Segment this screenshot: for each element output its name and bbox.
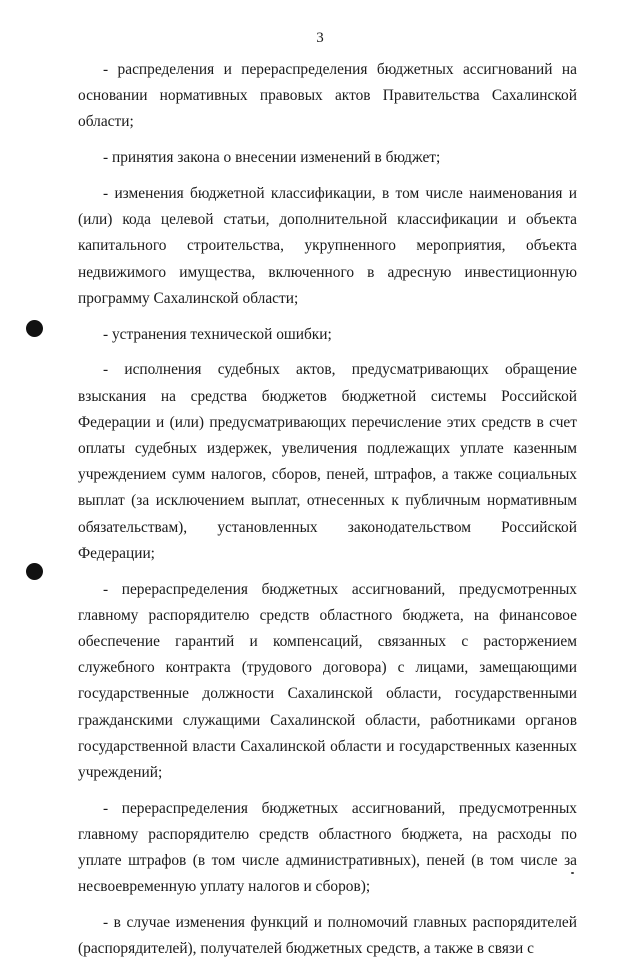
punch-hole-bottom — [26, 563, 43, 580]
paragraph-budget-classification-change: - изменения бюджетной классификации, в том числе наименования и (или) кода целевой статьи, дополнительной классификации и объекта капитального строительства, укрупненного мероприятия, объекта недвижимого имущества, включенного в адресную инвестиционную программу Сахалинской области; — [78, 185, 577, 307]
paragraph-functions-change: - в случае изменения функций и полномочий главных распорядителей (распорядителей), получателей бюджетных средств, а также в связи с — [78, 914, 577, 958]
paragraph-court-acts: - исполнения судебных актов, предусматривающих обращение взыскания на средства бюджетов бюджетной системы Российской Федерации и (или) предусматривающих перечисление этих средств в счет оплаты судебных издержек, увеличения подлежащих уплате казенным учреждением сумм налогов, сборов, пеней, штрафов, а также социальных выплат (за исключением выплат, отнесенных к публичным нормативным обязательствам), установленных законодательством Российской Федерации; — [78, 361, 577, 562]
paragraph-redistribution-normative-acts: - распределения и перераспределения бюджетных ассигнований на основании нормативных правовых актов Правительства Сахалинской области; — [78, 61, 577, 131]
punch-hole-top — [26, 320, 43, 337]
paragraph-fines-penalties: - перераспределения бюджетных ассигнований, предусмотренных главному распорядителю средств областного бюджета, на расходы по уплате штрафов (в том числе административных), пеней (в том числе за несвоевременную уплату налогов и сборов); — [78, 799, 577, 896]
scan-speck — [571, 872, 574, 874]
paragraph-guarantees-compensations: - перераспределения бюджетных ассигнований, предусмотренных главному распорядителю средств областного бюджета, на финансовое обеспечение гарантий и компенсаций, связанных с расторжением служебного контракта (трудового договора) с лицами, замещающими государственные должности Сахалинской области, государственными гражданскими служащими Сахалинской области, работниками органов государственной власти Сахалинской области и государственных казенных учреждений; — [78, 580, 577, 782]
paragraph-technical-error: - устранения технической ошибки; — [103, 325, 332, 343]
paragraph-budget-law-amendment: - принятия закона о внесении изменений в бюджет; — [103, 149, 441, 167]
page-number: 3 — [316, 30, 324, 46]
document-body — [78, 57, 577, 972]
